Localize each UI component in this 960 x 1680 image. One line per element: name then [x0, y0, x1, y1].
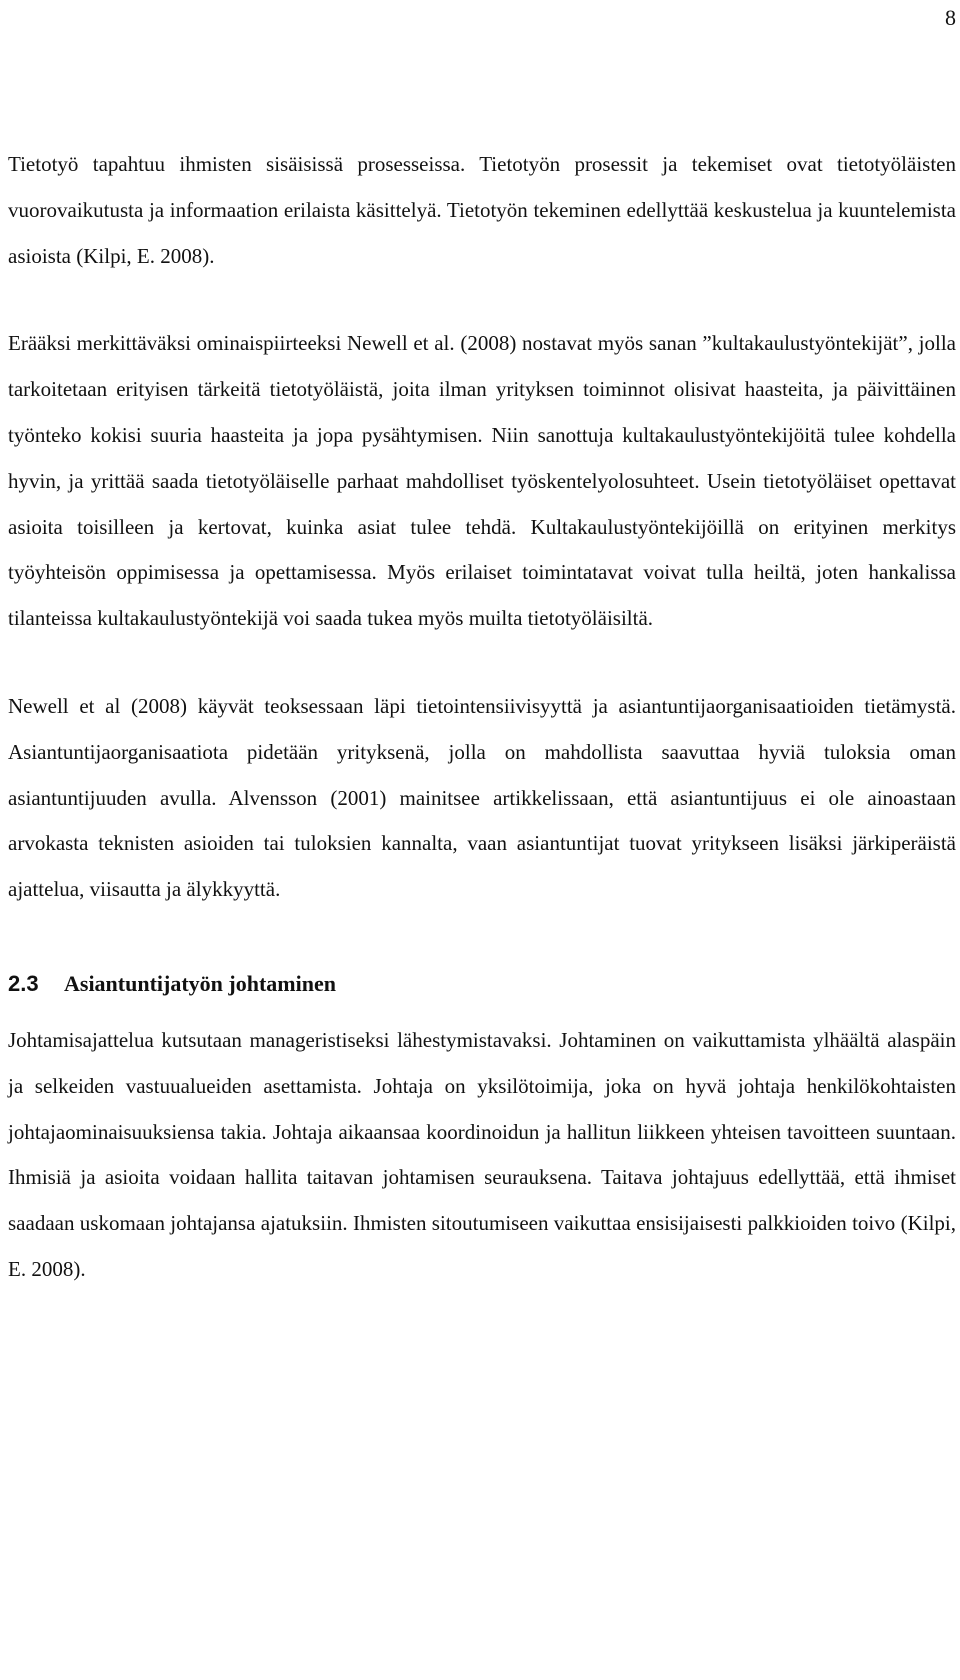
- paragraph-kultakaulustyontekijat: Erääksi merkittäväksi ominaispiirteeksi Newell et al. (2008) nostavat myös sanan ”kultakaulustyöntekijät”, jolla tarkoitetaan erityisen tärkeitä tietotyöläistä, joita ilman yrityksen toiminnot olisivat haasteita, ja päivittäinen työnteko kokisi suuria haasteita ja jopa pysähtymisen. Niin sanottuja kultakaulustyöntekijöitä tulee kohdella hyvin, ja yrittää saada tietotyöläiselle parhaat mahdolliset työskentelyolosuhteet. Usein tietotyöläiset opettavat asioita toisilleen ja kertovat, kuinka asiat tulee tehdä. Kultakaulustyöntekijöillä on erityinen merkitys työyhteisön oppimisessa ja opettamisessa. Myös erilaiset toimintatavat voivat tulla heiltä, joten hankalissa tilanteissa kultakaulustyöntekijä voi saada tukea myös muilta tietotyöläisiltä.: [8, 331, 956, 631]
- section-title: Asiantuntijatyön johtaminen: [64, 970, 336, 996]
- paragraph-johtaminen: Johtamisajattelua kutsutaan manageristiseksi lähestymistavaksi. Johtaminen on vaikuttamista ylhäältä alaspäin ja selkeiden vastuualueiden asettamista. Johtaja on yksilötoimija, joka on hyvä johtaja henkilökohtaisten johtajaominaisuuksiensa takia. Johtaja aikaansaa koordinoidun ja hallitun liikkeen yhteisen tavoitteen suuntaan. Ihmisiä ja asioita voidaan hallita taitavan johtamisen seurauksena. Taitava johtajuus edellyttää, että ihmiset saadaan uskomaan johtajansa ajatuksiin. Ihmisten sitoutumiseen vaikuttaa ensisijaisesti palkkioiden toivo (Kilpi, E. 2008).: [8, 1027, 956, 1281]
- paragraph-asiantuntijaorganisaatio: Newell et al (2008) käyvät teoksessaan läpi tietointensiivisyyttä ja asiantuntijaorganisaatioiden tietämystä. Asiantuntijaorganisaatiota pidetään yrityksenä, jolla on mahdollista saavuttaa hyviä tuloksia oman asiantuntijuuden avulla. Alvensson (2001) mainitsee artikkelissaan, että asiantuntijuus ei ole ainoastaan arvokasta teknisten asioiden tai tuloksien kannalta, vaan asiantuntijat tuovat yritykseen lisäksi järkiperäistä ajattelua, viisautta ja älykkyyttä.: [8, 693, 956, 902]
- document-body: [8, 142, 956, 1293]
- page-number: 8: [945, 5, 956, 30]
- paragraph-tietotyo: Tietotyö tapahtuu ihmisten sisäisissä prosesseissa. Tietotyön prosessit ja tekemiset ovat tietotyöläisten vuorovaikutusta ja informaation erilaista käsittelyä. Tietotyön tekeminen edellyttää keskustelua ja kuuntelemista asioista (Kilpi, E. 2008).: [8, 152, 956, 268]
- section-number: 2.3: [8, 970, 39, 996]
- section-heading: [8, 961, 956, 1006]
